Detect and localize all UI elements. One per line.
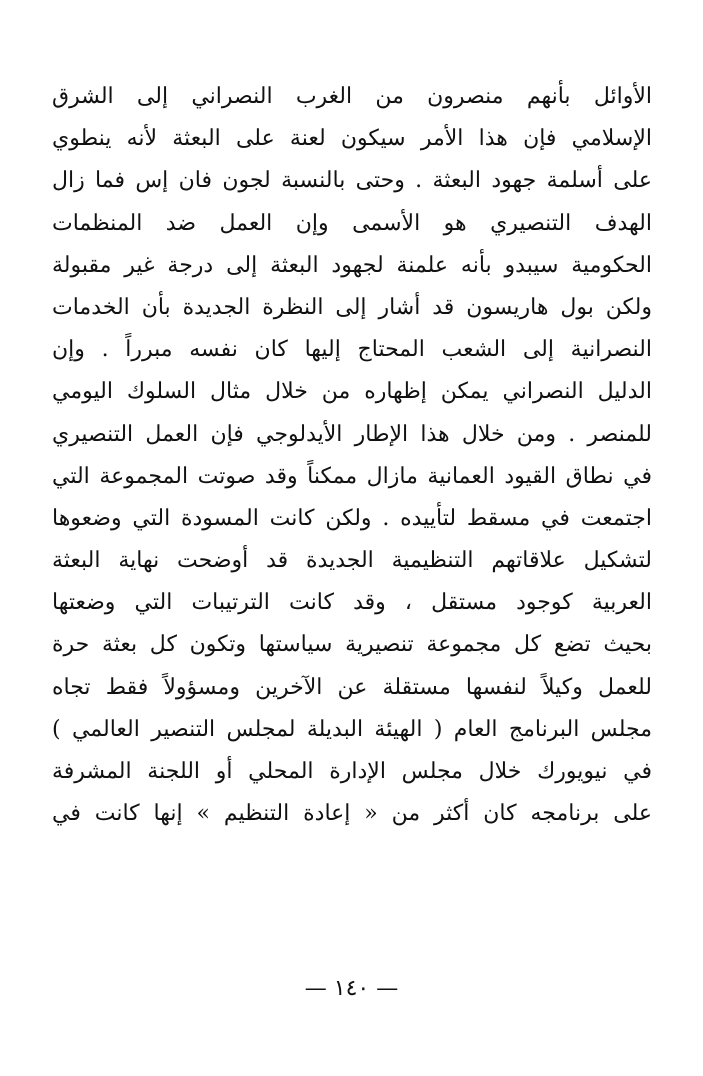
text-line: ولكن بول هاريسون قد أشار إلى النظرة الجديدة بأن الخدمات bbox=[52, 294, 652, 320]
text-line: لتشكيل علاقاتهم التنظيمية الجديدة قد أوضحت نهاية البعثة bbox=[52, 548, 652, 574]
text-line: الدليل النصراني يمكن إظهاره من خلال مثال السلوك اليومي bbox=[52, 379, 652, 405]
text-line: اجتمعت في مسقط لتأييده . ولكن كانت المسودة التي وضعوها bbox=[52, 505, 652, 531]
text-line: على برنامجه كان أكثر من « إعادة التنظيم » إنها كانت في bbox=[52, 801, 652, 827]
body-text bbox=[52, 76, 652, 835]
text-line: بحيث تضع كل مجموعة تنصيرية سياستها وتكون كل بعثة حرة bbox=[52, 632, 652, 658]
text-line: العربية كوجود مستقل ، وقد كانت الترتيبات التي وضعتها bbox=[52, 590, 652, 616]
text-line: على أسلمة جهود البعثة . وحتى بالنسبة لجون فان إس فما زال bbox=[52, 168, 652, 194]
text-line: في نطاق القيود العمانية مازال ممكناً وقد صوتت المجموعة التي bbox=[52, 463, 652, 489]
text-line: للعمل وكيلاً لنفسها مستقلة عن الآخرين ومسؤولاً فقط تجاه bbox=[52, 674, 652, 700]
text-line: النصرانية إلى الشعب المحتاج إليها كان نفسه مبرراً . وإن bbox=[52, 337, 652, 363]
text-line: الإسلامي فإن هذا الأمر سيكون لعنة على البعثة لأنه ينطوي bbox=[52, 126, 652, 152]
text-line: الهدف التنصيري هو الأسمى وإن العمل ضد المنظمات bbox=[52, 210, 652, 236]
page-number: — ١٤٠ — bbox=[304, 976, 399, 1001]
text-line: للمنصر . ومن خلال هذا الإطار الأيدلوجي فإن العمل التنصيري bbox=[52, 421, 652, 447]
text-line: في نيويورك خلال مجلس الإدارة المحلي أو اللجنة المشرفة bbox=[52, 759, 652, 784]
text-line: مجلس البرنامج العام ( الهيئة البديلة لمجلس التنصير العالمي ) bbox=[52, 716, 652, 742]
text-line: الحكومية سيبدو بأنه علمنة لجهود البعثة إلى درجة غير مقبولة bbox=[52, 252, 652, 278]
text-line: الأوائل بأنهم منصرون من الغرب النصراني إلى الشرق bbox=[52, 84, 652, 109]
